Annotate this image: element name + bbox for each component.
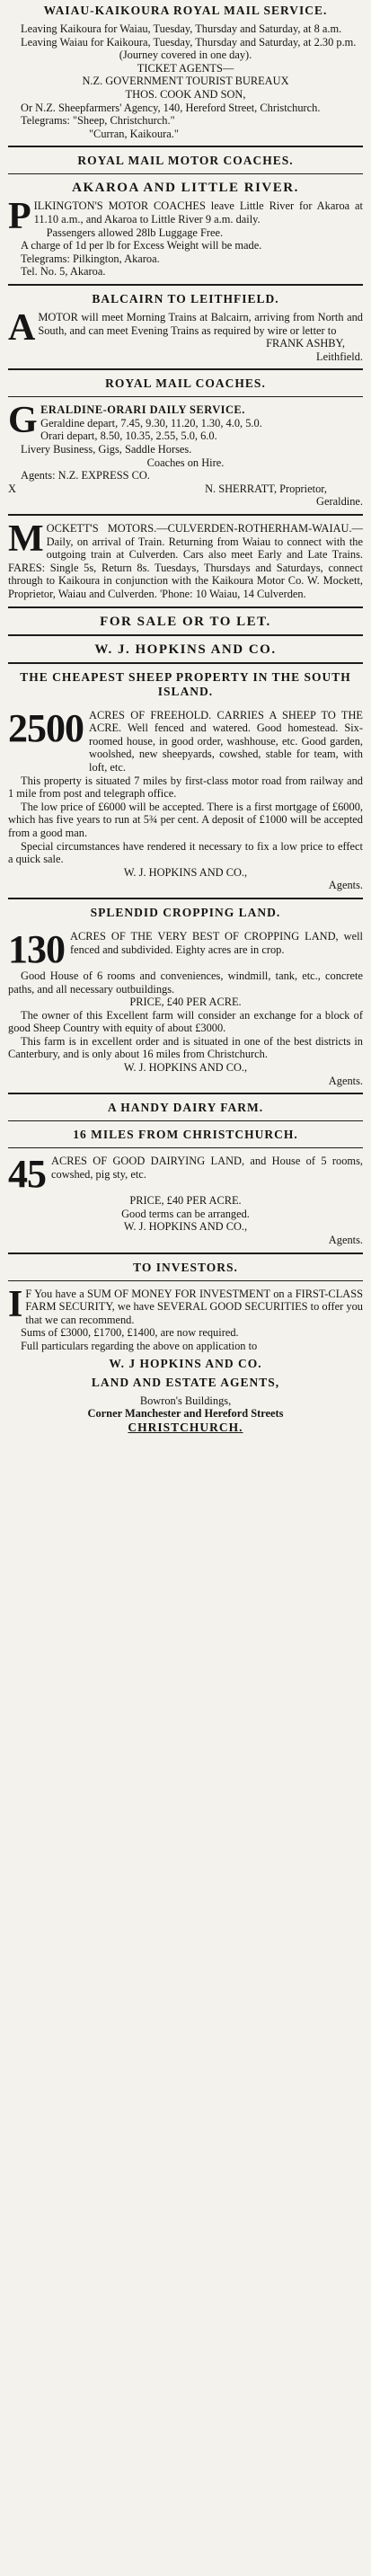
ad-title: A HANDY DAIRY FARM. [107, 1101, 264, 1115]
price-line: PRICE, £40 PER ACRE. [129, 996, 242, 1009]
divider [8, 634, 363, 636]
address-line: Bowron's Buildings, [139, 1394, 232, 1407]
ad-subtitle: 16 MILES FROM CHRISTCHURCH. [73, 1128, 298, 1142]
ad-text: MOCKETT'S MOTORS.—CULVERDEN-ROTHERHAM-WAIAU.—Daily, on arrival of Train. Returning from Waiau to connect with the outgoing train at Culverden. Cars also meet Early and Late Trains. FARES: Single 5s, Return 8s. Tuesdays, Thursdays and Saturdays, connect through to Kaikoura in conjunction with the Kaikoura Motor Co. W. Mockett, Proprietor, Waiau and Culverden. 'Phone: 10 Waiau, 14 Culverden. [8, 518, 363, 600]
ad-title: SPLENDID CROPPING LAND. [90, 905, 281, 919]
ad-text: GERALDINE-ORARI DAILY SERVICE. [8, 400, 245, 442]
mockett-ad [8, 518, 363, 601]
price-line: PRICE, £40 PER ACRE. [129, 1194, 242, 1208]
firm-name: W. J. HOPKINS AND CO. [94, 642, 277, 657]
ad-text: (Journey covered in one day). [119, 49, 252, 62]
divider [8, 1147, 363, 1148]
address-line: Corner Manchester and Hereford Streets [87, 1407, 284, 1421]
balcairn-ad [8, 292, 363, 363]
dairy-farm-ad [8, 1101, 363, 1246]
ad-signature: W. J. HOPKINS AND CO., [123, 1220, 248, 1234]
divider [8, 1120, 363, 1121]
ad-title: TO INVESTORS. [133, 1260, 238, 1274]
ad-text: Good House of 6 rooms and conveniences, windmill, tank, etc., concrete paths, and all necessary outbuildings. [8, 969, 363, 996]
divider [8, 146, 363, 147]
ad-title: THE CHEAPEST SHEEP PROPERTY IN THE SOUTH ISLAND. [20, 669, 351, 698]
ad-text: AMOTOR will meet Morning Trains at Balcairn, arriving from North and South, and can meet Evening Trains as required by wire or letter to [8, 306, 363, 349]
ad-signature: W. J. HOPKINS AND CO., [123, 865, 248, 879]
firm-subtitle: LAND AND ESTATE AGENTS, [91, 1375, 280, 1389]
ad-title: WAIAU-KAIKOURA ROYAL MAIL SERVICE. [43, 4, 328, 17]
ad-text: Special circumstances have rendered it necessary to fix a low price to effect a quick sale. [8, 839, 363, 866]
divider [8, 1280, 363, 1281]
ad-text: Passengers allowed 28lb Luggage Free. [46, 226, 224, 239]
cropping-land-ad [8, 906, 363, 1087]
waiau-kaikoura-ad [8, 4, 363, 140]
ad-text: ACRES OF THE VERY BEST OF CROPPING LAND, well fenced and subdivided. Eighty acres are in crop. [70, 929, 363, 956]
ad-signature: Leithfield. [316, 350, 363, 363]
ad-signature: FRANK ASHBY, [266, 337, 345, 350]
ad-title: ROYAL MAIL MOTOR COACHES. [77, 154, 294, 168]
ad-signature: Agents. [328, 1234, 363, 1247]
divider [8, 1253, 363, 1254]
ad-subtitle: AKAROA AND LITTLE RIVER. [72, 181, 299, 196]
address-city: CHRISTCHURCH. [128, 1420, 243, 1434]
divider [8, 284, 363, 286]
divider [8, 396, 363, 397]
ad-text: Tel. No. 5, Akaroa. [21, 265, 106, 279]
ad-text: The low price of £6000 will be accepted. There is a first mortgage of £6000, which has five years to run at 5¾ per cent. A deposit of £1000 will be accepted from a good man. [8, 800, 363, 839]
ad-text: Agents: N.Z. EXPRESS CO. [21, 469, 150, 482]
geraldine-ad [8, 376, 363, 509]
ad-text: Geraldine depart, 7.45, 9.30, 11.20, 1.30, 4.0, 5.0. [40, 416, 262, 429]
section-title: FOR SALE OR TO LET. [100, 614, 271, 629]
divider [8, 1093, 363, 1094]
ad-text: A charge of 1d per lb for Excess Weight will be made. [21, 239, 262, 252]
ad-text: Full particulars regarding the above on application to [21, 1340, 258, 1352]
acreage-block [8, 926, 363, 971]
ad-text: TICKET AGENTS— [137, 61, 234, 75]
divider [8, 898, 363, 899]
ad-signature: W. J. HOPKINS AND CO., [123, 1061, 248, 1075]
ad-text: Good terms can be arranged. [121, 1207, 250, 1220]
ad-title: BALCAIRN TO LEITHFIELD. [92, 291, 279, 305]
ad-mark: X [8, 482, 16, 495]
ad-signature: Geraldine. [316, 495, 363, 509]
divider [8, 662, 363, 664]
ad-signature: N. SHERRATT, Proprietor, [205, 482, 327, 495]
ad-text: This farm is in excellent order and is situated in one of the best districts in Canterbury, and is only about 16 miles from Christchurch. [8, 1034, 363, 1061]
signature-row [8, 482, 363, 496]
ad-text: N.Z. GOVERNMENT TOURIST BUREAUX [82, 75, 289, 88]
ad-text: Orari depart, 8.50, 10.35, 2.55, 5.0, 6.0. [40, 429, 217, 443]
ad-text: Or N.Z. Sheepfarmers' Agency, 140, Hereford Street, Christchurch. [21, 101, 321, 114]
sheep-property-ad [8, 670, 363, 892]
ad-text: THOS. COOK AND SON, [125, 87, 246, 101]
ad-text: Telegrams: "Sheep, Christchurch." [21, 114, 175, 128]
for-sale-header [8, 615, 363, 657]
divider [8, 173, 363, 174]
ad-text: Sums of £3000, £1700, £1400, are now required. [21, 1326, 239, 1340]
ad-text: ACRES OF FREEHOLD. CARRIES A SHEEP TO THE ACRE. Well fenced and watered. Good homestead. Six-roomed house, in good order, washhouse, etc. Good garden, woolshed, new sheepyards, cowshed, stable for team, with loft, etc. [89, 708, 363, 774]
ad-text: PILKINGTON'S MOTOR COACHES leave Little River for Akaroa at 11.10 a.m., and Akaroa to Little River 9 a.m. daily. [8, 196, 363, 238]
ad-signature: Agents. [328, 879, 363, 892]
ad-text: Leaving Kaikoura for Waiau, Tuesday, Thursday and Saturday, at 8 a.m. [21, 22, 342, 35]
ad-text: Leaving Waiau for Kaikoura, Tuesday, Thursday and Saturday, at 2.30 p.m. [21, 35, 357, 49]
divider [8, 606, 363, 608]
acreage-figure: 2500 [8, 705, 84, 750]
ad-text: ACRES OF GOOD DAIRYING LAND, and House of 5 rooms, cowshed, pig sty, etc. [51, 1155, 363, 1181]
investors-ad [8, 1261, 363, 1435]
ad-text: Livery Business, Gigs, Saddle Horses. [21, 443, 192, 456]
ad-title: ROYAL MAIL COACHES. [105, 376, 266, 391]
firm-name: W. J HOPKINS AND CO. [109, 1356, 262, 1370]
ad-text: The owner of this Excellent farm will consider an exchange for a block of good Sheep Country with equity of about £3000. [8, 1008, 363, 1035]
acreage-block [8, 705, 363, 775]
acreage-figure: 45 [8, 1152, 46, 1197]
acreage-figure: 130 [8, 926, 65, 971]
divider [8, 514, 363, 516]
ad-text: Coaches on Hire. [146, 456, 225, 469]
ad-text: "Curran, Kaikoura." [89, 127, 179, 140]
ad-text: This property is situated 7 miles by first-class motor road from railway and 1 mile from post and telegraph office. [8, 774, 363, 801]
akaroa-ad [8, 154, 363, 279]
ad-signature: Agents. [328, 1074, 363, 1087]
ad-text: Telegrams: Pilkington, Akaroa. [21, 252, 160, 265]
acreage-block [8, 1152, 363, 1197]
ad-text: IF You have a SUM OF MONEY FOR INVESTMENT on a FIRST-CLASS FARM SECURITY, we have SEVERAL GOOD SECURITIES to offer you that we can recommend. [8, 1283, 363, 1326]
divider [8, 368, 363, 370]
